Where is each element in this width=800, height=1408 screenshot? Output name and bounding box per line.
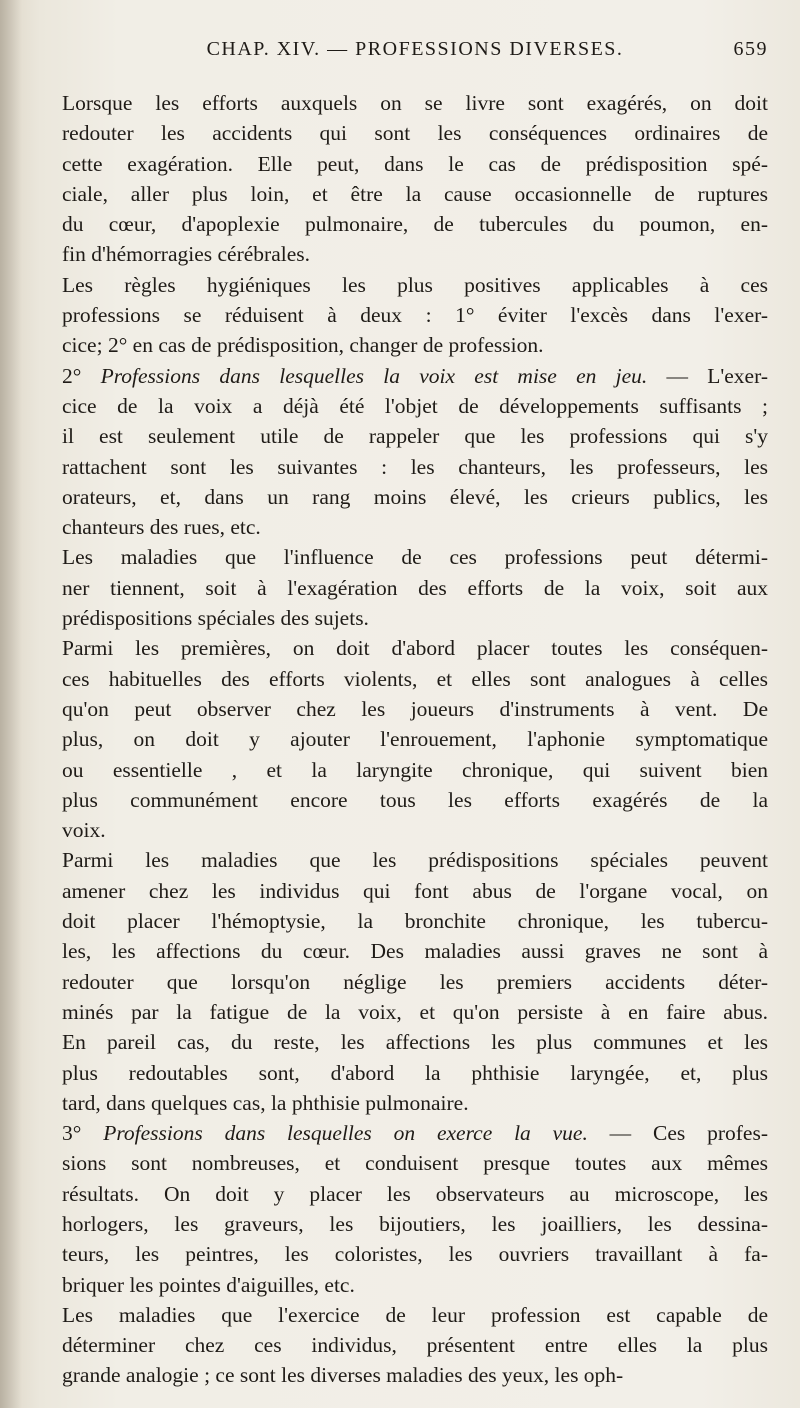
text-line: cette exagération. Elle peut, dans le cas de prédisposition spé- bbox=[62, 151, 768, 176]
text-line: cice de la voix a déjà été l'objet de développements suffisants ; bbox=[62, 393, 768, 418]
text-line: 2° Professions dans lesquelles la voix est mise en jeu. — L'exer- bbox=[62, 363, 768, 388]
text-line: résultats. On doit y placer les observateurs au microscope, les bbox=[62, 1181, 768, 1206]
text-line: horlogers, les graveurs, les bijoutiers, les joailliers, les dessina- bbox=[62, 1211, 768, 1236]
text-line: il est seulement utile de rappeler que les professions qui s'y bbox=[62, 424, 768, 449]
text-line: 3° Professions dans lesquelles on exerce la vue. — Ces profes- bbox=[62, 1121, 768, 1146]
text-line: En pareil cas, du reste, les affections les plus communes et les bbox=[62, 1030, 768, 1055]
text-line: teurs, les peintres, les coloristes, les ouvriers travaillant à fa- bbox=[62, 1242, 768, 1267]
page-number: 659 bbox=[733, 38, 768, 60]
text-line: Parmi les maladies que les prédispositions spéciales peuvent bbox=[62, 848, 768, 873]
running-head bbox=[62, 38, 768, 72]
text-line: qu'on peut observer chez les joueurs d'instruments à vent. De bbox=[62, 696, 768, 721]
text-line: Les maladies que l'exercice de leur profession est capable de bbox=[62, 1302, 768, 1327]
text-line: chanteurs des rues, etc. bbox=[62, 515, 261, 540]
text-line: tard, dans quelques cas, la phthisie pulmonaire. bbox=[62, 1090, 469, 1115]
body-text bbox=[62, 88, 768, 1391]
text-line: plus, on doit y ajouter l'enrouement, l'aphonie symptomatique bbox=[62, 727, 768, 752]
text-line: cice; 2° en cas de prédisposition, changer de profession. bbox=[62, 333, 544, 358]
text-line: ciale, aller plus loin, et être la cause occasionnelle de ruptures bbox=[62, 181, 768, 206]
text-line: Les règles hygiéniques les plus positives applicables à ces bbox=[62, 272, 768, 297]
text-line: déterminer chez ces individus, présentent entre elles la plus bbox=[62, 1333, 768, 1358]
text-line: rattachent sont les suivantes : les chanteurs, les professeurs, les bbox=[62, 454, 768, 479]
text-line: minés par la fatigue de la voix, et qu'on persiste à en faire abus. bbox=[62, 999, 768, 1024]
text-line: doit placer l'hémoptysie, la bronchite chronique, les tubercu- bbox=[62, 909, 768, 934]
text-line: ner tiennent, soit à l'exagération des efforts de la voix, soit aux bbox=[62, 575, 768, 600]
text-line: fin d'hémorragies cérébrales. bbox=[62, 242, 311, 267]
text-line: ou essentielle , et la laryngite chronique, qui suivent bien bbox=[62, 757, 768, 782]
text-line: professions se réduisent à deux : 1° éviter l'excès dans l'exer- bbox=[62, 303, 768, 328]
text-line: sions sont nombreuses, et conduisent presque toutes aux mêmes bbox=[62, 1151, 768, 1176]
text-line: plus redoutables sont, d'abord la phthisie laryngée, et, plus bbox=[62, 1060, 768, 1085]
text-line: du cœur, d'apoplexie pulmonaire, de tubercules du poumon, en- bbox=[62, 212, 768, 237]
text-line: redouter que lorsqu'on néglige les premiers accidents déter- bbox=[62, 969, 768, 994]
text-line: briquer les pointes d'aiguilles, etc. bbox=[62, 1272, 355, 1297]
text-line: orateurs, et, dans un rang moins élevé, les crieurs publics, les bbox=[62, 484, 768, 509]
text-line: redouter les accidents qui sont les conséquences ordinaires de bbox=[62, 121, 768, 146]
text-line: Parmi les premières, on doit d'abord placer toutes les conséquen- bbox=[62, 636, 768, 661]
text-line: Les maladies que l'influence de ces professions peut détermi- bbox=[62, 545, 768, 570]
chapter-heading: CHAP. XIV. — PROFESSIONS DIVERSES. bbox=[206, 38, 624, 60]
text-line: Lorsque les efforts auxquels on se livre sont exagérés, on doit bbox=[62, 91, 768, 115]
text-line: prédispositions spéciales des sujets. bbox=[62, 606, 369, 631]
text-line: les, les affections du cœur. Des maladies aussi graves ne sont à bbox=[62, 939, 768, 964]
text-line: plus communément encore tous les efforts exagérés de la bbox=[62, 787, 768, 812]
text-line: grande analogie ; ce sont les diverses maladies des yeux, les oph- bbox=[62, 1363, 624, 1388]
text-line: amener chez les individus qui font abus de l'organe vocal, on bbox=[62, 878, 768, 903]
text-line: voix. bbox=[62, 818, 106, 843]
gutter-shadow bbox=[0, 0, 22, 1408]
text-line: ces habituelles des efforts violents, et elles sont analogues à celles bbox=[62, 666, 768, 691]
